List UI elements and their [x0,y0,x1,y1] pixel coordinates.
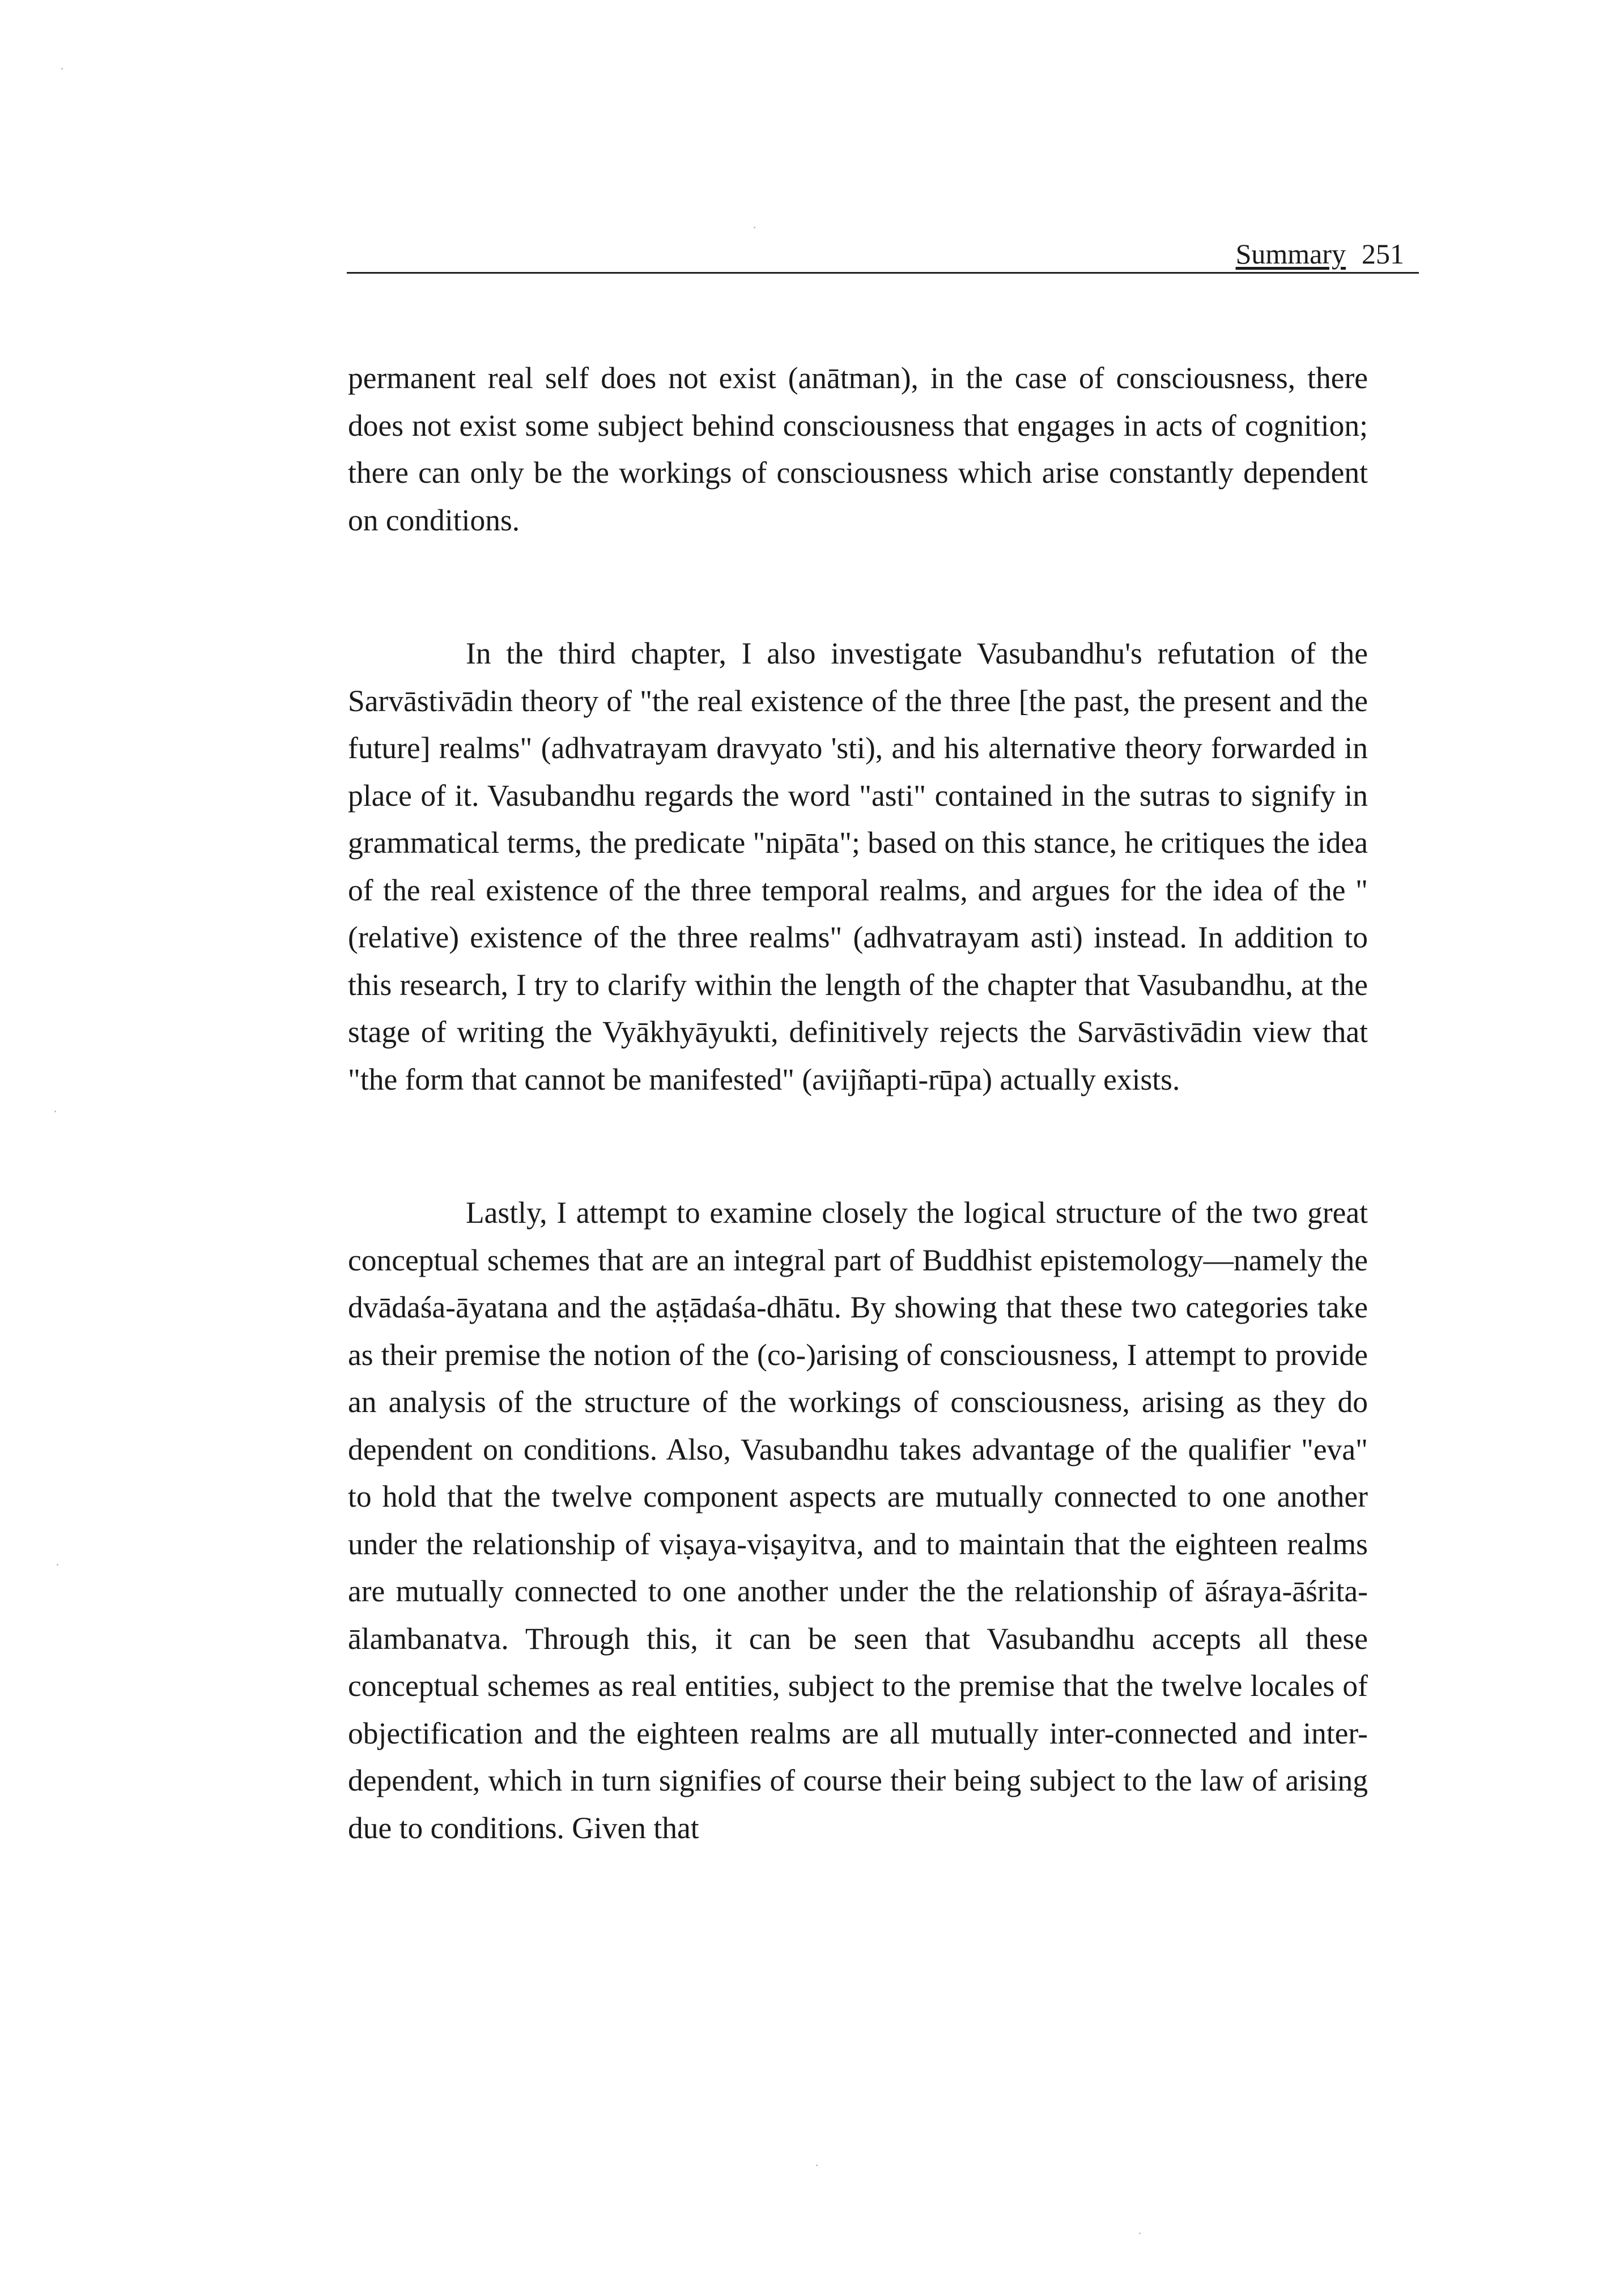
scan-speck [816,2165,818,2166]
scan-speck [754,227,755,228]
scan-speck [54,1111,56,1112]
paragraph-lastly: Lastly, I attempt to examine closely the logical structure of the two great conceptual schemes that are an integral part of Buddhist epistemology—namely the dvādaśa-āyatana and the aṣṭādaśa-dhātu. By showing that these two categories take as their premise the notion of the (co-)arising of consciousness, I attempt to provide an analysis of the structure of the workings of consciousness, arising as they do dependent on conditions. Also, Vasubandhu takes advantage of the qualifier "eva" to hold that the twelve component aspects are mutually connected to one another under the relationship of viṣaya-viṣayitva, and to maintain that the eighteen realms are mutually connected to one another under the the relationship of āśraya-āśrita-ālambanatva. Through this, it can be seen that Vasubandhu accepts all these conceptual schemes as real entities, subject to the premise that the twelve locales of objectification and the eighteen realms are all mutually inter-connected and inter-dependent, which in turn signifies of course their being subject to the law of arising due to conditions. Given that [348,1196,1368,1845]
body-text [348,355,1368,1852]
header-text [1236,237,1404,271]
page-number: 251 [1362,238,1404,270]
running-header [347,237,1419,274]
scan-speck [1139,2233,1141,2234]
scan-speck [61,68,63,70]
paragraph-continuation: permanent real self does not exist (anātman), in the case of consciousness, there does not exist some subject behind consciousness that engages in acts of cognition; there can only be the workings of consciousness which arise constantly dependent on conditions. [348,361,1368,537]
paragraph-third-chapter: In the third chapter, I also investigate Vasubandhu's refutation of the Sarvāstivādin theory of "the real existence of the three [the past, the present and the future] realms" (adhvatrayam dravyato 'sti), and his alternative theory forwarded in place of it. Vasubandhu regards the word "asti" contained in the sutras to signify in grammatical terms, the predicate "nipāta"; based on this stance, he critiques the idea of the real existence of the three temporal realms, and argues for the idea of the "(relative) existence of the three realms" (adhvatrayam asti) instead. In addition to this research, I try to clarify within the length of the chapter that Vasubandhu, at the stage of writing the Vyākhyāyukti, definitively rejects the Sarvāstivādin view that "the form that cannot be manifested" (avijñapti-rūpa) actually exists. [348,636,1368,1096]
header-title: Summary [1235,238,1346,270]
scan-speck [57,1564,58,1566]
